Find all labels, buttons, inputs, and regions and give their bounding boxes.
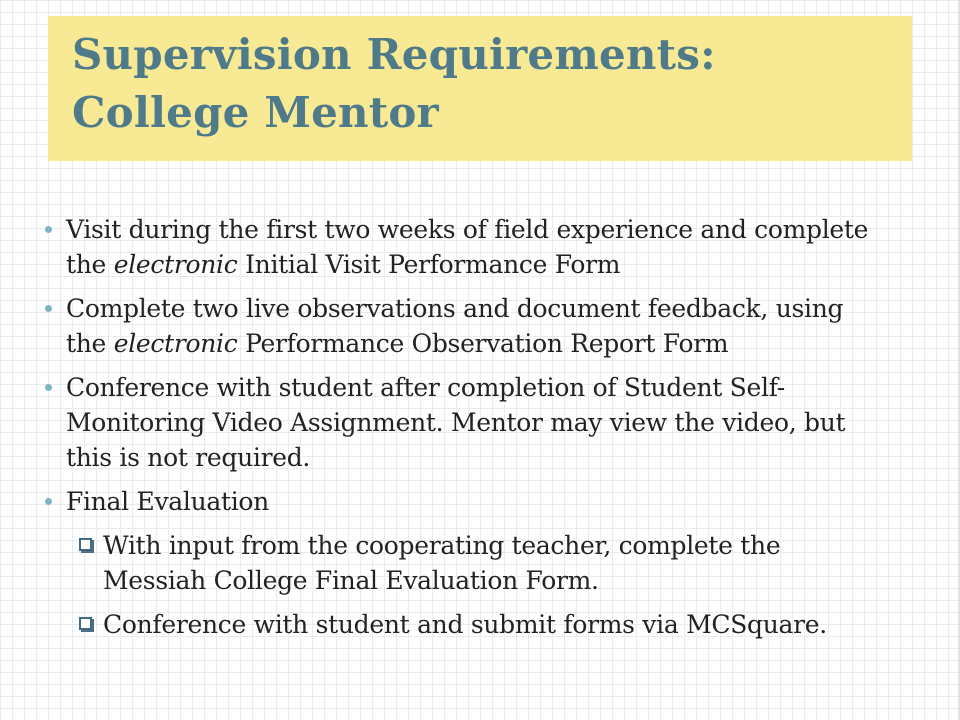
slide-title [72, 26, 862, 142]
checkbox-square-icon [79, 617, 92, 630]
bullet-emphasis: electronic [113, 250, 238, 279]
sub-bullet-text: Conference with student and submit forms via MCSquare. [103, 610, 827, 639]
bullet-text: Performance Observation Report Form [237, 329, 729, 358]
bullet-item [0, 291, 960, 361]
dot-bullet-icon [45, 305, 52, 312]
sub-bullet-item [0, 607, 960, 642]
sub-bullet-item [0, 528, 960, 598]
bullet-text: Complete two live observations and document feedback, using the [66, 294, 844, 358]
slide-content [0, 212, 960, 651]
sub-bullet-text: With input from the cooperating teacher, complete the Messiah College Final Evaluation Form. [103, 531, 781, 595]
bullet-text: Final Evaluation [66, 487, 269, 516]
checkbox-square-icon [79, 538, 92, 551]
bullet-item [0, 212, 960, 282]
dot-bullet-icon [45, 226, 52, 233]
slide-title-line-2: College Mentor [72, 88, 439, 137]
bullet-text: Initial Visit Performance Form [237, 250, 621, 279]
bullet-text: Conference with student after completion of Student Self-Monitoring Video Assignment. Mentor may view the video, but this is not required. [66, 373, 846, 472]
bullet-emphasis: electronic [113, 329, 238, 358]
bullet-item [0, 370, 960, 475]
bullet-text: Visit during the first two weeks of field experience and complete the [66, 215, 869, 279]
slide-title-line-1: Supervision Requirements: [72, 30, 716, 79]
sub-bullet-list [0, 528, 960, 642]
bullet-item [0, 484, 960, 519]
dot-bullet-icon [45, 498, 52, 505]
dot-bullet-icon [45, 384, 52, 391]
bullet-list [0, 212, 960, 519]
